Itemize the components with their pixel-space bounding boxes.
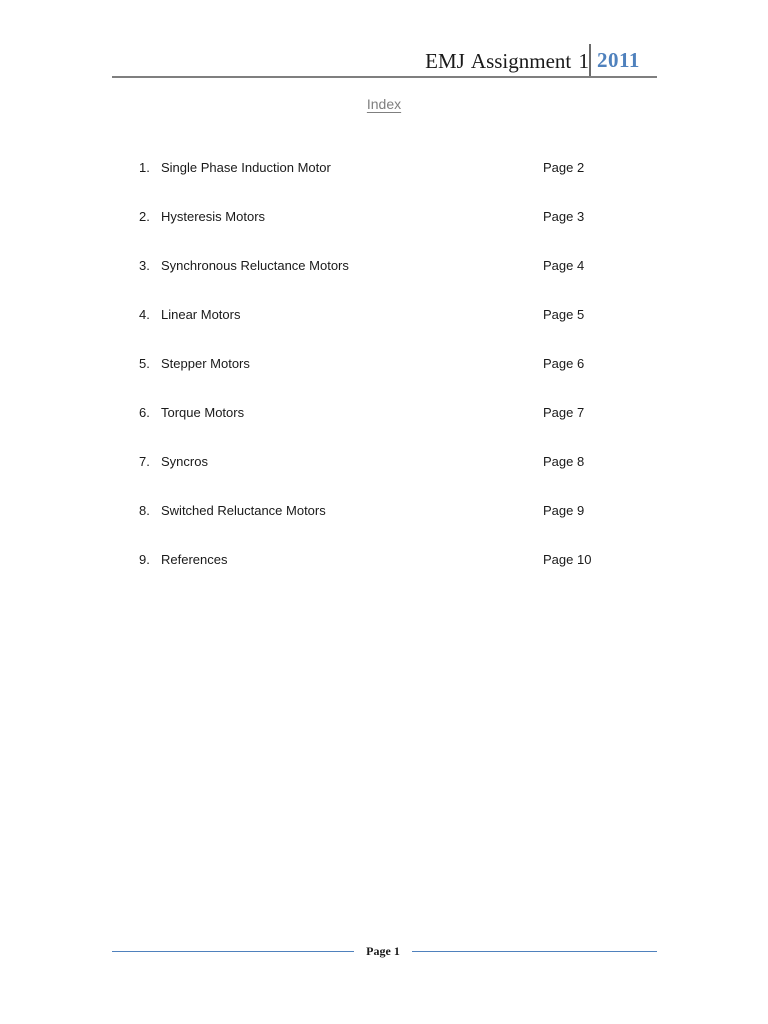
toc-item-label: Hysteresis Motors: [161, 209, 266, 224]
toc-item: [139, 307, 619, 356]
header-title: EMJ Assignment 1: [425, 49, 589, 73]
toc-item-number: 6.: [139, 405, 150, 420]
toc-item: [139, 258, 619, 307]
toc-item-number: 8.: [139, 503, 150, 518]
toc-item-page: Page 9: [543, 503, 585, 518]
header-rule: [112, 76, 657, 78]
toc-item: [139, 209, 619, 258]
toc-item-label: Switched Reluctance Motors: [161, 503, 326, 518]
toc-item-number: 3.: [139, 258, 150, 273]
toc-item-number: 1.: [139, 160, 150, 175]
toc-item-label: Single Phase Induction Motor: [161, 160, 331, 175]
toc-item-page: Page 3: [543, 209, 585, 224]
toc-item-page: Page 4: [543, 258, 585, 273]
toc-item: [139, 405, 619, 454]
page-header: [112, 44, 657, 78]
toc-item-page: Page 8: [543, 454, 585, 469]
toc-item-page: Page 6: [543, 356, 585, 371]
toc-item: [139, 356, 619, 405]
toc-item-page: Page 5: [543, 307, 585, 322]
toc-item-number: 2.: [139, 209, 150, 224]
toc-item-page: Page 7: [543, 405, 585, 420]
toc-item-label: References: [161, 552, 228, 567]
toc-item: [139, 160, 619, 209]
toc-item-number: 5.: [139, 356, 150, 371]
toc-item-label: Linear Motors: [161, 307, 241, 322]
index-title-container: [0, 96, 768, 112]
header-divider: [589, 44, 591, 78]
footer-rule-left: [112, 951, 354, 952]
toc-item: [139, 454, 619, 503]
table-of-contents: [139, 160, 619, 601]
index-title: Index: [366, 96, 402, 112]
toc-item-number: 9.: [139, 552, 150, 567]
toc-item-label: Synchronous Reluctance Motors: [161, 258, 349, 273]
toc-item-label: Torque Motors: [161, 405, 245, 420]
toc-item-page: Page 10: [543, 552, 592, 567]
toc-item-page: Page 2: [543, 160, 585, 175]
footer-page-number: Page 1: [366, 944, 400, 958]
header-year: 2011: [597, 48, 640, 72]
toc-item-number: 4.: [139, 307, 150, 322]
footer-rule-right: [412, 951, 657, 952]
toc-item-label: Syncros: [161, 454, 208, 469]
toc-item-label: Stepper Motors: [161, 356, 250, 371]
toc-item: [139, 503, 619, 552]
toc-item-number: 7.: [139, 454, 150, 469]
toc-item: [139, 552, 619, 601]
